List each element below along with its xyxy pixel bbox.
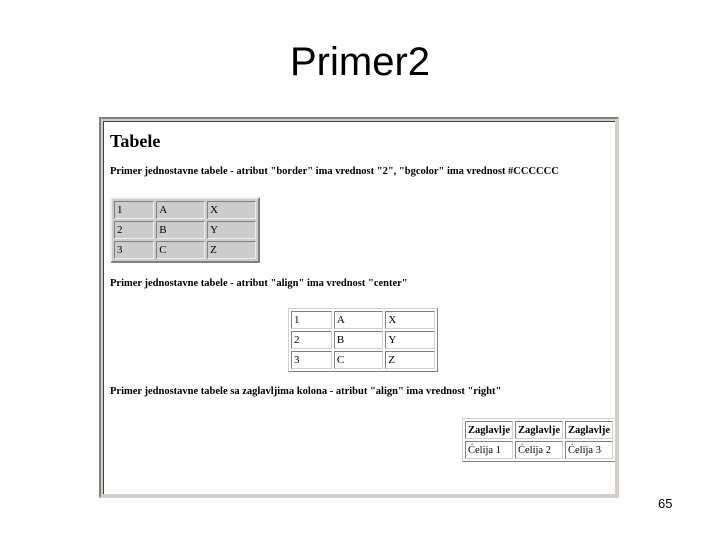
browser-screenshot	[99, 117, 619, 498]
right-aligned-header-table	[462, 418, 615, 462]
centered-table	[288, 308, 438, 372]
table-cell: Y	[207, 221, 256, 239]
table-cell: Y	[385, 331, 435, 349]
table-row	[291, 331, 435, 349]
description-align-center: Primer jednostavne tabele - atribut "align" ima vrednost "center"	[110, 278, 408, 289]
column-header: Zaglavlje	[565, 421, 613, 439]
table-row	[291, 311, 435, 329]
table-cell: B	[156, 221, 205, 239]
table-cell: X	[385, 311, 435, 329]
table-row	[465, 441, 613, 459]
browser-content	[103, 121, 615, 494]
table-cell: 3	[114, 241, 154, 259]
description-border-bgcolor: Primer jednostavne tabele - atribut "border" ima vrednost "2", "bgcolor" ima vrednost #CCCCCC	[110, 166, 559, 177]
table-header-row	[465, 421, 613, 439]
table-cell: 1	[291, 311, 332, 329]
table-cell: C	[156, 241, 205, 259]
table-row	[114, 221, 256, 239]
bordered-gray-table	[110, 197, 260, 263]
slide-number: 65	[658, 496, 673, 511]
column-header: Zaglavlje	[465, 421, 513, 439]
table-cell: C	[334, 351, 384, 369]
table-cell: 1	[114, 201, 154, 219]
table-cell: X	[207, 201, 256, 219]
slide-title: Primer2	[289, 40, 431, 84]
table-row	[291, 351, 435, 369]
table-cell: Ćelija 1	[465, 441, 513, 459]
table-cell: Z	[385, 351, 435, 369]
table-cell: 2	[114, 221, 154, 239]
table-cell: A	[334, 311, 384, 329]
column-header: Zaglavlje	[515, 421, 563, 439]
table-cell: 2	[291, 331, 332, 349]
table-cell: 3	[291, 351, 332, 369]
table-cell: Ćelija 2	[515, 441, 563, 459]
table-cell: A	[156, 201, 205, 219]
description-header-right: Primer jednostavne tabele sa zaglavljima kolona - atribut "align" ima vrednost "right"	[110, 386, 502, 397]
table-row	[114, 241, 256, 259]
table-cell: B	[334, 331, 384, 349]
table-row	[114, 201, 256, 219]
table-cell: Z	[207, 241, 256, 259]
page-heading: Tabele	[110, 131, 161, 151]
table-cell: Ćelija 3	[565, 441, 613, 459]
